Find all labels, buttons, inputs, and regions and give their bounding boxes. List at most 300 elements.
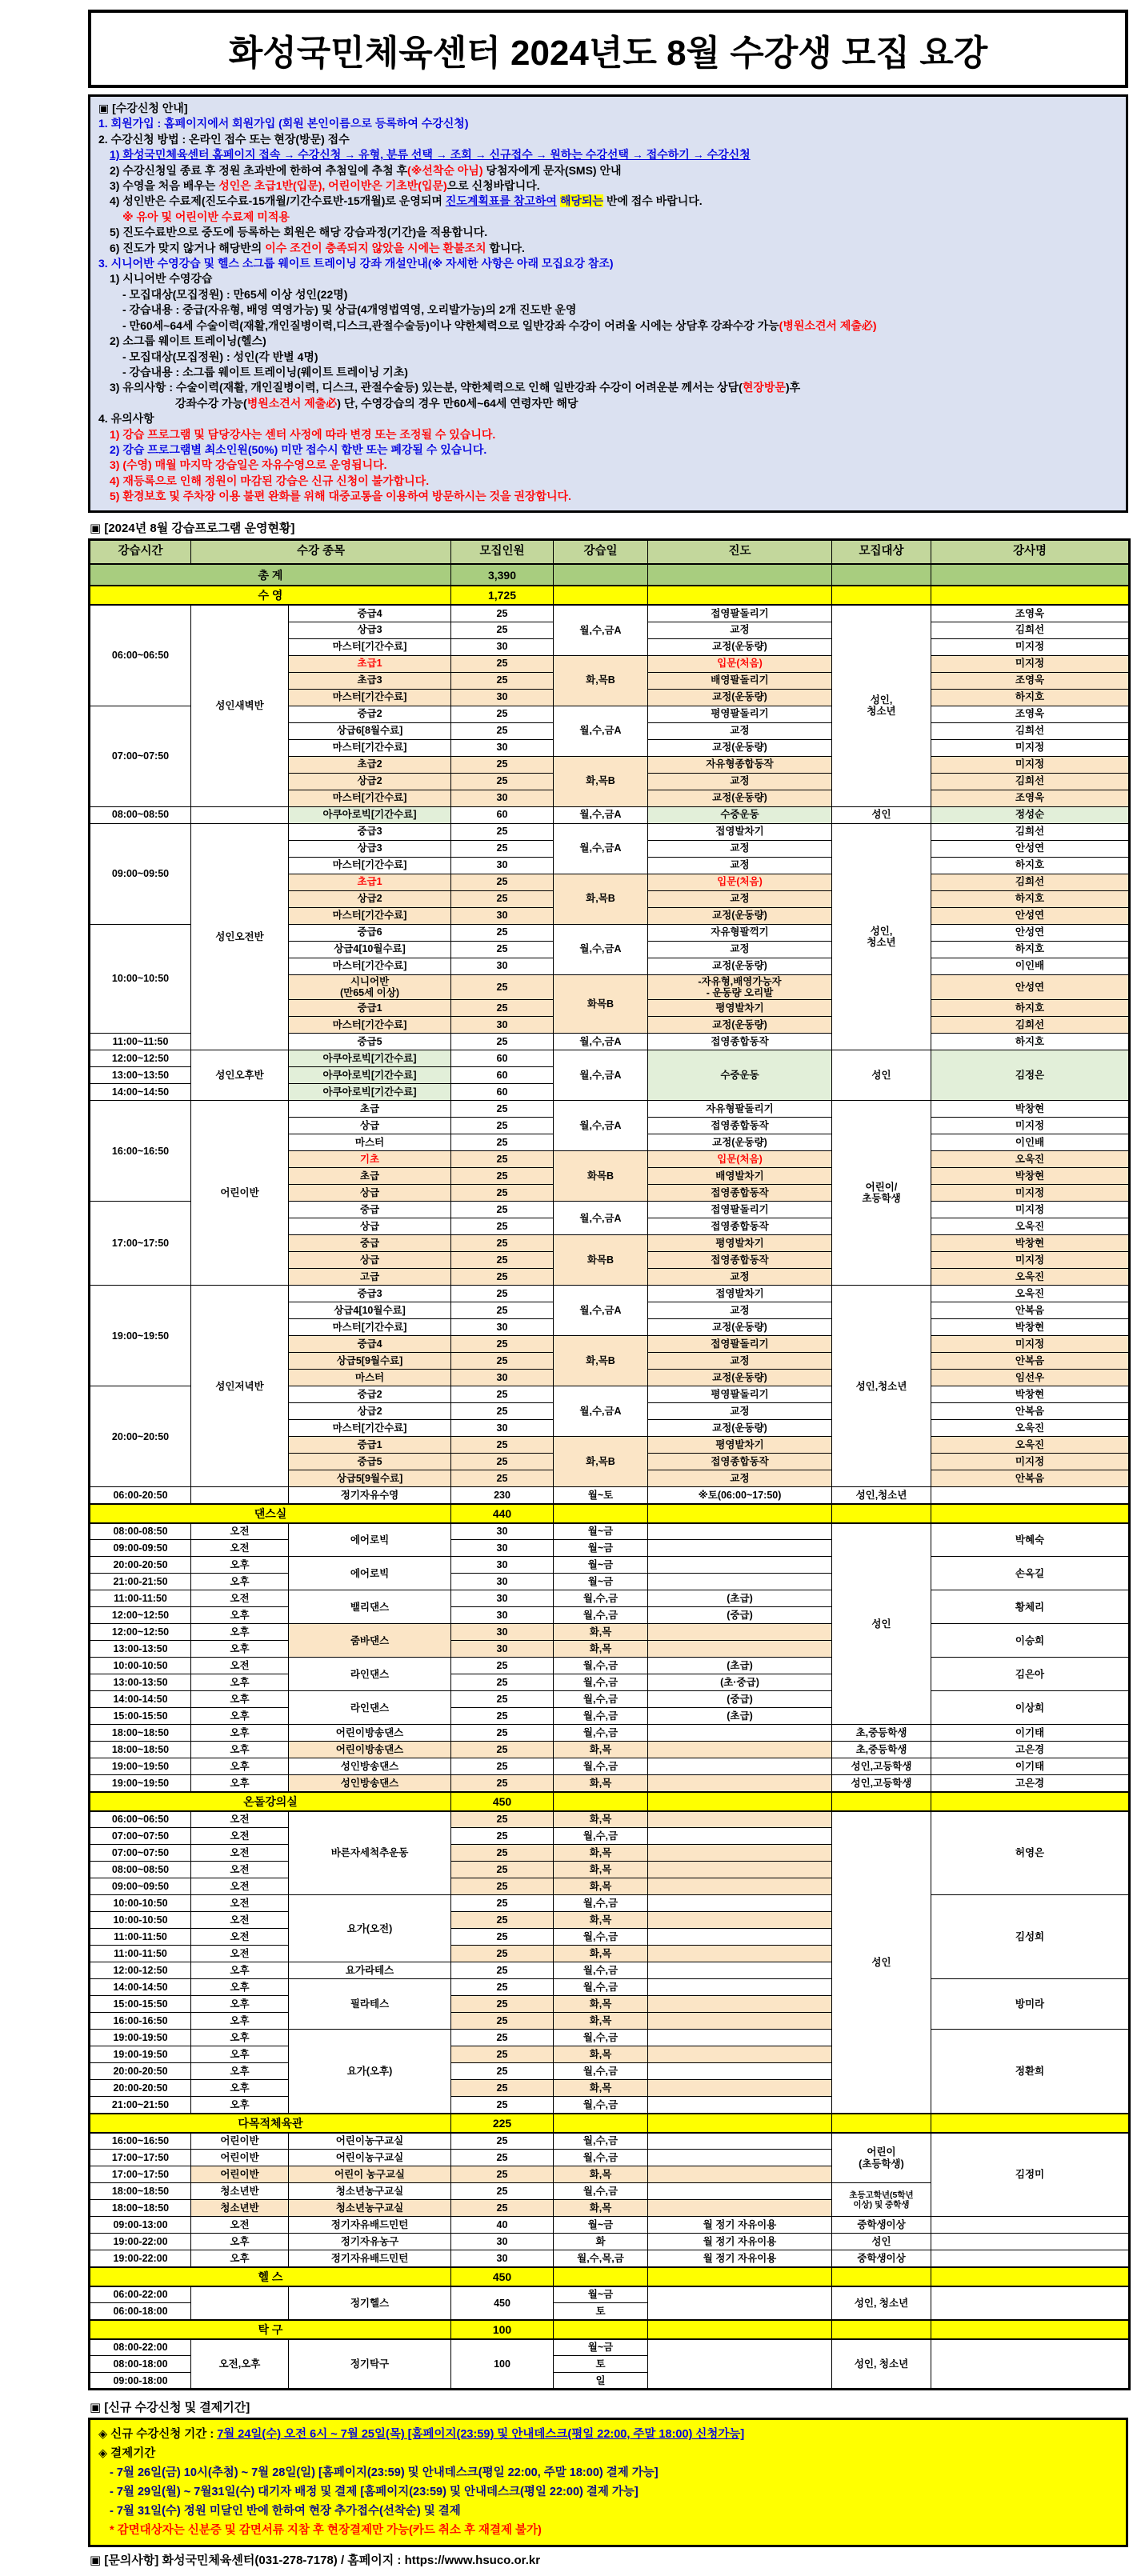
schedule-cell: 25: [451, 2080, 554, 2097]
schedule-cell: 안성연: [931, 907, 1130, 924]
schedule-cell: 어린이반: [191, 2133, 289, 2150]
schedule-row: [90, 1557, 1130, 1574]
schedule-cell: 30: [451, 2250, 554, 2267]
schedule-cell: 상급2: [289, 890, 451, 907]
schedule-cell: 오전: [191, 1658, 289, 1674]
schedule-cell: [554, 564, 648, 586]
payment-line: [98, 2502, 1118, 2521]
schedule-cell: 마스터: [289, 1370, 451, 1386]
schedule-cell: 09:00-09:50: [90, 1540, 191, 1557]
schedule-row: [90, 2339, 1130, 2356]
schedule-cell: [931, 2286, 1130, 2320]
schedule-cell: 25: [451, 1878, 554, 1895]
notice-line: [98, 442, 1118, 458]
schedule-cell: 100: [451, 2339, 554, 2390]
schedule-cell: 25: [451, 722, 554, 739]
schedule-cell: 미지정: [931, 1252, 1130, 1269]
notice-line: [98, 271, 1118, 286]
schedule-cell: 초급: [289, 1168, 451, 1185]
text-segment: 1. 회원가입 : 홈페이지에서 회원가입 (회원 본인이름으로 등록하여 수강신청): [98, 117, 469, 130]
schedule-cell: 교정: [648, 1353, 832, 1370]
schedule-row: [90, 1658, 1130, 1674]
schedule-cell: 25: [451, 1386, 554, 1403]
text-segment: ◈ 결제기간: [98, 2447, 156, 2461]
schedule-cell: 교정(운동량): [648, 689, 832, 706]
schedule-cell: 일: [554, 2373, 648, 2390]
schedule-cell: 고은경: [931, 1742, 1130, 1758]
schedule-cell: 오후: [191, 1708, 289, 1725]
text-segment: (※선착순 아님): [407, 163, 483, 177]
schedule-cell: [931, 2339, 1130, 2390]
section-total-row: [90, 1792, 1130, 1811]
schedule-cell: 다목적체육관: [90, 2114, 451, 2133]
schedule-cell: 230: [451, 1487, 554, 1504]
schedule-cell: 월,수,금: [554, 1725, 648, 1742]
schedule-cell: 어린이 (초등학생): [832, 2133, 931, 2183]
schedule-cell: 김희선: [931, 722, 1130, 739]
schedule-row: [90, 1895, 1130, 1912]
schedule-cell: 중급2: [289, 706, 451, 722]
schedule-cell: 조영욱: [931, 605, 1130, 622]
section-total-row: [90, 2320, 1130, 2339]
schedule-cell: 화,목: [554, 1811, 648, 1828]
schedule-cell: 어린이방송댄스: [289, 1742, 451, 1758]
schedule-cell: 성인, 청소년: [832, 823, 931, 1050]
schedule-cell: 김희선: [931, 1017, 1130, 1034]
schedule-cell: 청소년농구교실: [289, 2200, 451, 2217]
schedule-cell: 마스터[기간수료]: [289, 689, 451, 706]
schedule-row: [90, 1742, 1130, 1758]
schedule-cell: 25: [451, 1742, 554, 1758]
schedule-cell: 30: [451, 1523, 554, 1540]
schedule-cell: 월,수,금A: [554, 605, 648, 655]
schedule-cell: 월 정기 자유이용: [648, 2250, 832, 2267]
schedule-cell: 월~금: [554, 1574, 648, 1590]
schedule-cell: 30: [451, 739, 554, 756]
schedule-cell: 김성희: [931, 1895, 1130, 1979]
schedule-cell: 미지정: [931, 739, 1130, 756]
schedule-cell: 중급5: [289, 1454, 451, 1470]
schedule-cell: 10:00-10:50: [90, 1658, 191, 1674]
schedule-cell: 08:00-08:50: [90, 1523, 191, 1540]
text-segment: 4) 재등록으로 인해 정원이 마감된 강습은 신규 신청이 불가합니다.: [110, 474, 430, 487]
schedule-cell: 25: [451, 622, 554, 638]
schedule-cell: 교정: [648, 890, 832, 907]
schedule-cell: 미지정: [931, 756, 1130, 773]
schedule-cell: 60: [451, 1050, 554, 1067]
notice-line: [98, 178, 1118, 194]
schedule-cell: 30: [451, 1641, 554, 1658]
schedule-cell: 마스터[기간수료]: [289, 958, 451, 974]
schedule-cell: 오전,오후: [191, 2339, 289, 2390]
schedule-cell: 10:00-10:50: [90, 1912, 191, 1929]
schedule-cell: 월,수,금A: [554, 1050, 648, 1101]
schedule-cell: 자유형팔돌리기: [648, 1101, 832, 1118]
schedule-cell: 성인오후반: [191, 1050, 289, 1101]
schedule-cell: (초급): [648, 1590, 832, 1607]
schedule-row: [90, 806, 1130, 823]
schedule-cell: [648, 2200, 832, 2217]
schedule-cell: 평영발차기: [648, 1235, 832, 1252]
schedule-cell: 오후: [191, 1607, 289, 1624]
schedule-cell: 화,목: [554, 1878, 648, 1895]
schedule-cell: 25: [451, 1811, 554, 1828]
schedule-cell: 30: [451, 638, 554, 655]
schedule-cell: 접영종합동작: [648, 1454, 832, 1470]
schedule-cell: ※토(06:00~17:50): [648, 1487, 832, 1504]
schedule-cell: 중급4: [289, 605, 451, 622]
schedule-cell: 상급5[9월수료]: [289, 1470, 451, 1487]
schedule-cell: 초,중등학생: [832, 1725, 931, 1742]
text-segment: 강좌수강 가능(: [175, 396, 247, 410]
notice-line: [98, 474, 1118, 489]
schedule-cell: 온돌강의실: [90, 1792, 451, 1811]
schedule-cell: 12:00~12:50: [90, 1050, 191, 1067]
payment-line: [98, 2425, 1118, 2444]
schedule-cell: [648, 1962, 832, 1979]
schedule-cell: 어린이/ 초등학생: [832, 1101, 931, 1286]
footer-heading: ▣ [신규 수강신청 및 결제기간]: [90, 2401, 250, 2415]
schedule-cell: 화,목: [554, 2046, 648, 2063]
schedule-cell: 중급: [289, 1235, 451, 1252]
schedule-cell: [648, 1523, 832, 1540]
schedule-cell: [648, 1742, 832, 1758]
schedule-cell: 미지정: [931, 655, 1130, 672]
schedule-cell: 25: [451, 672, 554, 689]
schedule-cell: 25: [451, 1845, 554, 1862]
schedule-cell: [554, 2267, 648, 2286]
schedule-cell: 화,목B: [554, 655, 648, 706]
schedule-cell: 배영팔돌리기: [648, 672, 832, 689]
schedule-cell: 정환희: [931, 2030, 1130, 2114]
schedule-cell: 화,목B: [554, 874, 648, 924]
schedule-cell: 아쿠아로빅[기간수료]: [289, 1084, 451, 1101]
schedule-cell: 60: [451, 806, 554, 823]
schedule-cell: 06:00~06:50: [90, 1811, 191, 1828]
schedule-cell: [931, 564, 1130, 586]
schedule-cell: 25: [451, 1101, 554, 1118]
text-segment: - 모집대상(모집정원) : 성인(각 반별 4명): [122, 350, 318, 363]
schedule-cell: 440: [451, 1504, 554, 1523]
schedule-cell: [648, 2286, 832, 2320]
schedule-cell: 25: [451, 1691, 554, 1708]
schedule-cell: [648, 1792, 832, 1811]
schedule-cell: 화,목: [554, 1742, 648, 1758]
schedule-cell: [648, 1775, 832, 1792]
schedule-cell: 미지정: [931, 1336, 1130, 1353]
schedule-cell: 미지정: [931, 1185, 1130, 1202]
schedule-cell: 배영발차기: [648, 1168, 832, 1185]
text-segment: * 감면대상자는 신분증 및 감면서류 지참 후 현장결제만 가능(카드 취소 후 재결제 불가): [110, 2524, 542, 2538]
schedule-cell: [648, 2150, 832, 2166]
schedule-cell: 성인새벽반: [191, 605, 289, 806]
notice-line: [98, 256, 1118, 271]
schedule-cell: 월,수,목,금: [554, 2250, 648, 2267]
schedule-cell: [648, 2339, 832, 2390]
text-segment: 1) 시니어반 수영강습: [110, 272, 213, 286]
schedule-cell: 오후: [191, 1674, 289, 1691]
schedule-cell: 오후: [191, 2250, 289, 2267]
text-segment: - 7월 29일(월) ~ 7월31일(수) 대기자 배정 및 결제 [홈페이지(23:59) 및 안내데스크(평일 22:00) 결제 가능]: [110, 2486, 639, 2499]
schedule-cell: 30: [451, 1607, 554, 1624]
payment-line: [98, 2482, 1118, 2502]
column-header: 강사명: [931, 539, 1130, 564]
schedule-cell: 화,목B: [554, 1437, 648, 1487]
schedule-cell: 줌바댄스: [289, 1624, 451, 1658]
schedule-cell: [931, 1792, 1130, 1811]
schedule-cell: 25: [451, 1658, 554, 1674]
schedule-cell: 오후: [191, 2234, 289, 2250]
schedule-cell: 14:00~14:50: [90, 1084, 191, 1101]
text-segment: - 7월 31일(수) 정원 미달인 반에 한하여 현장 추가접수(선착순) 및 결제: [110, 2505, 461, 2518]
schedule-cell: 초급1: [289, 655, 451, 672]
schedule-cell: 청소년반: [191, 2200, 289, 2217]
schedule-cell: 오후: [191, 2030, 289, 2046]
schedule-cell: 오전: [191, 1540, 289, 1557]
schedule-cell: 평영팔돌리기: [648, 1386, 832, 1403]
schedule-cell: 14:00-14:50: [90, 1979, 191, 1996]
schedule-cell: 25: [451, 2150, 554, 2166]
notice-line: [98, 411, 1118, 426]
schedule-cell: 성인방송댄스: [289, 1775, 451, 1792]
schedule-row: [90, 1523, 1130, 1540]
schedule-cell: 16:00~16:50: [90, 2133, 191, 2150]
schedule-cell: [931, 2250, 1130, 2267]
schedule-cell: 미지정: [931, 1454, 1130, 1470]
schedule-cell: 상급: [289, 1252, 451, 1269]
notice-line: [98, 489, 1118, 504]
schedule-cell: 화,목: [554, 1996, 648, 2013]
schedule-cell: 교정: [648, 857, 832, 874]
schedule-row: [90, 1101, 1130, 1118]
schedule-cell: 25: [451, 2063, 554, 2080]
schedule-cell: [648, 1540, 832, 1557]
schedule-row: [90, 1811, 1130, 1828]
schedule-cell: 요가(오후): [289, 2030, 451, 2114]
schedule-cell: 안복음: [931, 1302, 1130, 1319]
schedule-cell: 교정: [648, 622, 832, 638]
schedule-cell: 오전: [191, 1828, 289, 1845]
section-total-row: [90, 1504, 1130, 1523]
schedule-cell: 오후: [191, 1641, 289, 1658]
schedule-row: [90, 1775, 1130, 1792]
schedule-cell: 박창현: [931, 1386, 1130, 1403]
schedule-cell: 중학생이상: [832, 2217, 931, 2234]
schedule-cell: [648, 1878, 832, 1895]
schedule-cell: 30: [451, 1017, 554, 1034]
schedule-row: [90, 2030, 1130, 2046]
schedule-cell: 25: [451, 2046, 554, 2063]
schedule-cell: 25: [451, 941, 554, 958]
schedule-cell: 성인: [832, 1050, 931, 1101]
schedule-cell: 13:00~13:50: [90, 1067, 191, 1084]
notice-line: [98, 116, 1118, 131]
schedule-cell: 아쿠아로빅[기간수료]: [289, 1067, 451, 1084]
schedule-cell: 19:00~19:50: [90, 1286, 191, 1386]
schedule-cell: 청소년농구교실: [289, 2183, 451, 2200]
schedule-cell: 어린이반: [191, 2166, 289, 2183]
notice-line: [98, 350, 1118, 365]
schedule-cell: 초급: [289, 1101, 451, 1118]
schedule-cell: 25: [451, 1218, 554, 1235]
schedule-cell: 25: [451, 1302, 554, 1319]
schedule-cell: 오전: [191, 1862, 289, 1878]
schedule-cell: 25: [451, 773, 554, 790]
schedule-cell: 어린이 농구교실: [289, 2166, 451, 2183]
schedule-cell: 상급2: [289, 1403, 451, 1420]
schedule-cell: 월,수,금: [554, 1758, 648, 1775]
schedule-row: [90, 605, 1130, 622]
schedule-cell: [832, 564, 931, 586]
schedule-cell: [554, 1792, 648, 1811]
schedule-cell: [191, 806, 289, 823]
schedule-cell: 월~금: [554, 2217, 648, 2234]
schedule-cell: 화목B: [554, 1151, 648, 1202]
schedule-cell: 25: [451, 1929, 554, 1946]
schedule-cell: 중급1: [289, 1437, 451, 1454]
schedule-cell: 오후: [191, 1758, 289, 1775]
schedule-cell: 오욱진: [931, 1269, 1130, 1286]
schedule-table: [88, 538, 1131, 2391]
schedule-cell: [648, 2114, 832, 2133]
schedule-cell: [648, 564, 832, 586]
title-box: [88, 10, 1128, 88]
schedule-cell: 오욱진: [931, 1218, 1130, 1235]
schedule-cell: 25: [451, 1946, 554, 1962]
schedule-cell: 30: [451, 1319, 554, 1336]
schedule-cell: 안복음: [931, 1470, 1130, 1487]
schedule-cell: 25: [451, 924, 554, 941]
schedule-cell: 상급5[9월수료]: [289, 1353, 451, 1370]
text-segment: 4) 성인반은 수료제(진도수료-15개월/기간수료반-15개월)로 운영되며: [110, 194, 446, 208]
payment-line: [98, 2521, 1118, 2540]
schedule-cell: 성인, 청소년: [832, 2339, 931, 2390]
schedule-cell: [648, 1946, 832, 1962]
schedule-row: [90, 1050, 1130, 1067]
schedule-cell: [648, 2166, 832, 2183]
schedule-cell: 25: [451, 1336, 554, 1353]
schedule-cell: 25: [451, 974, 554, 1000]
schedule-cell: 필라테스: [289, 1979, 451, 2030]
schedule-cell: [648, 1725, 832, 1742]
text-segment: ※ 유아 및 어린이반 수료제 미적용: [122, 210, 290, 223]
schedule-cell: 조영욱: [931, 672, 1130, 689]
schedule-cell: 성인저녁반: [191, 1286, 289, 1487]
schedule-cell: [648, 2133, 832, 2150]
schedule-cell: 성인,고등학생: [832, 1775, 931, 1792]
text-segment: 4. 유의사항: [98, 412, 154, 426]
schedule-cell: 초급3: [289, 672, 451, 689]
notice-line: [98, 318, 1118, 334]
schedule-cell: 25: [451, 2183, 554, 2200]
notice-line: [98, 132, 1118, 147]
schedule-cell: 중급6: [289, 924, 451, 941]
schedule-cell: 08:00~08:50: [90, 1862, 191, 1878]
schedule-cell: 오욱진: [931, 1286, 1130, 1302]
schedule-cell: 화,목: [554, 1775, 648, 1792]
schedule-cell: 토: [554, 2356, 648, 2373]
schedule-cell: 25: [451, 840, 554, 857]
schedule-cell: 성인, 청소년: [832, 605, 931, 806]
text-segment: 3) (수영) 매월 마지막 강습일은 자유수영으로 운영됩니다.: [110, 458, 387, 472]
text-segment: ◈ 신규 수강신청 기간 :: [98, 2428, 218, 2442]
schedule-row: [90, 2133, 1130, 2150]
schedule-cell: 15:00-15:50: [90, 1708, 191, 1725]
schedule-cell: 월,수,금: [554, 1658, 648, 1674]
schedule-cell: 09:00~09:50: [90, 823, 191, 924]
notice-line: [98, 427, 1118, 442]
schedule-cell: 오전: [191, 1946, 289, 1962]
schedule-cell: 화,목: [554, 1912, 648, 1929]
schedule-cell: 25: [451, 874, 554, 890]
schedule-cell: 성인,청소년: [832, 1286, 931, 1487]
schedule-cell: 마스터[기간수료]: [289, 1420, 451, 1437]
schedule-cell: 11:00-11:50: [90, 1946, 191, 1962]
schedule-heading: ▣ [2024년 8월 강습프로그램 운영현황]: [90, 521, 295, 535]
schedule-cell: 월,수,금A: [554, 706, 648, 756]
text-segment: - 강습내용 : 소그룹 웨이트 트레이닝(웨이트 트레이닝 기초): [122, 365, 408, 378]
schedule-cell: 25: [451, 2200, 554, 2217]
schedule-cell: 에어로빅: [289, 1523, 451, 1557]
schedule-cell: 중급3: [289, 1286, 451, 1302]
schedule-cell: [648, 2013, 832, 2030]
column-header: 강습시간: [90, 539, 191, 564]
text-segment: 3) 유의사항 : 수술이력(재활, 개인질병이력, 디스크, 관절수술등) 있는분, 약한체력으로 인해 일반강좌 수강이 어려운분 께서는 상담(: [110, 381, 743, 394]
schedule-cell: 오후: [191, 1962, 289, 1979]
schedule-cell: 하지호: [931, 689, 1130, 706]
schedule-cell: 30: [451, 907, 554, 924]
schedule-cell: 오전: [191, 1811, 289, 1828]
schedule-cell: 225: [451, 2114, 554, 2133]
schedule-cell: 18:00~18:50: [90, 1725, 191, 1742]
schedule-row: [90, 1286, 1130, 1302]
schedule-cell: 25: [451, 1353, 554, 1370]
schedule-cell: 화,목B: [554, 1336, 648, 1386]
schedule-cell: 18:00~18:50: [90, 1742, 191, 1758]
schedule-cell: 월,수,금A: [554, 1286, 648, 1336]
payment-period-box: [88, 2418, 1128, 2547]
schedule-cell: 하지호: [931, 1000, 1130, 1017]
schedule-cell: 12:00~12:50: [90, 1624, 191, 1641]
schedule-cell: 이기태: [931, 1725, 1130, 1742]
schedule-cell: 20:00-20:50: [90, 2080, 191, 2097]
schedule-cell: 40: [451, 2217, 554, 2234]
schedule-cell: 25: [451, 1168, 554, 1185]
schedule-cell: 수중운동: [648, 806, 832, 823]
schedule-cell: 15:00-15:50: [90, 1996, 191, 2013]
schedule-cell: 안성연: [931, 924, 1130, 941]
schedule-cell: 60: [451, 1067, 554, 1084]
schedule-cell: 25: [451, 1269, 554, 1286]
schedule-row: [90, 1590, 1130, 1607]
schedule-cell: 성인: [832, 1811, 931, 2114]
schedule-cell: 25: [451, 1000, 554, 1017]
schedule-cell: 25: [451, 706, 554, 722]
schedule-cell: 정기헬스: [289, 2286, 451, 2320]
schedule-cell: 월,수,금: [554, 1708, 648, 1725]
text-segment: 7월 24일(수) 오전 6시 ~ 7월 25일(목) [홈페이지(23:59) 및 안내데스크(평일 22:00, 주말 18:00) 신청가능]: [217, 2428, 745, 2442]
schedule-cell: [648, 1557, 832, 1574]
schedule-cell: 이인배: [931, 1134, 1130, 1151]
schedule-cell: 10:00~10:50: [90, 924, 191, 1034]
grand-total-row: [90, 564, 1130, 586]
schedule-cell: [931, 2234, 1130, 2250]
text-segment: - 모집대상(모집정원) : 만65세 이상 성인(22명): [122, 287, 348, 301]
schedule-cell: 청소년반: [191, 2183, 289, 2200]
schedule-cell: 화목B: [554, 974, 648, 1034]
schedule-cell: 마스터[기간수료]: [289, 638, 451, 655]
schedule-cell: 하지호: [931, 941, 1130, 958]
